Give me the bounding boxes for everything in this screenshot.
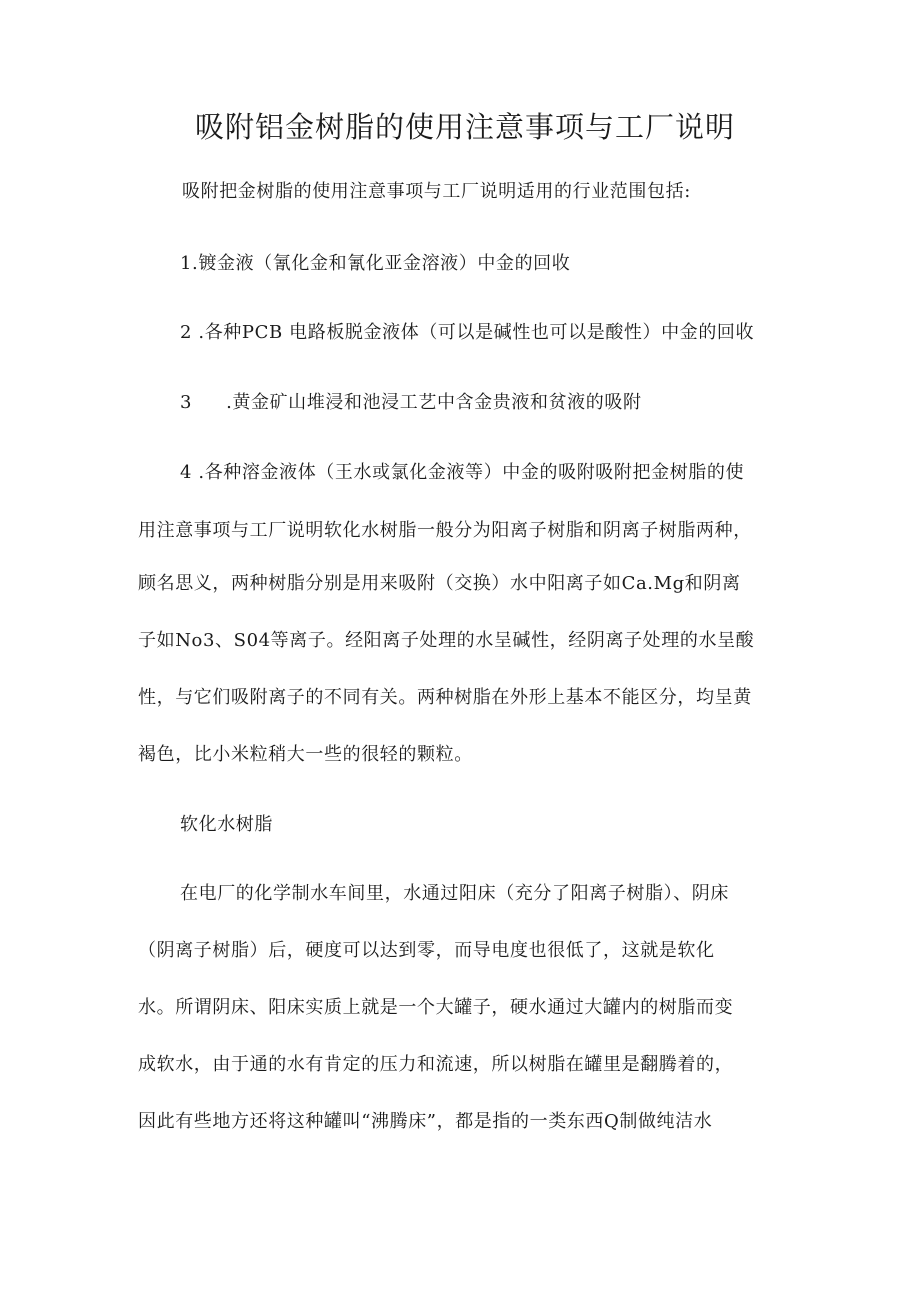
paragraph-line: 水。所谓阴床、阳床实质上就是一个大罐子，硬水通过大罐内的树脂而变 (138, 997, 734, 1018)
list-item-number: 4 . (180, 462, 205, 483)
paragraph-line: 褐色，比小米粒稍大一些的很轻的颗粒。 (138, 744, 473, 765)
paragraph-line: 因此有些地方还将这种罐叫“沸腾床”，都是指的一类东西Q制做纯洁水 (138, 1111, 713, 1132)
list-item-number: 2 . (180, 322, 205, 343)
paragraph-line: 在电厂的化学制水车间里，水通过阳床（充分了阳离子树脂）、阴床 (180, 883, 729, 904)
list-item-text: 镀金液（氰化金和氰化亚金溶液）中金的回收 (198, 253, 571, 274)
section-heading: 软化水树脂 (180, 814, 273, 835)
list-item-text: .黄金矿山堆浸和池浸工艺中含金贵液和贫液的吸附 (226, 392, 642, 413)
list-item-4 (180, 459, 744, 487)
paragraph-line: 成软水，由于通的水有肯定的压力和流速，所以树脂在罐里是翻腾着的， (138, 1054, 734, 1075)
document-title: 吸附铝金树脂的使用注意事项与工厂说明 (194, 110, 735, 144)
list-item-1 (180, 250, 570, 278)
list-item-number: 3 (180, 392, 193, 413)
paragraph-line: 子如No3、S04等离子。经阳离子处理的水呈碱性，经阴离子处理的水呈酸 (138, 630, 755, 651)
list-item-2 (180, 319, 754, 347)
paragraph-line: 性，与它们吸附离子的不同有关。两种树脂在外形上基本不能区分，均呈黄 (138, 687, 752, 708)
intro-line: 吸附把金树脂的使用注意事项与工厂说明适用的行业范围包括: (182, 181, 691, 202)
list-item-text: 各种PCB 电路板脱金液体（可以是碱性也可以是酸性）中金的回收 (204, 322, 755, 343)
list-item-3 (180, 389, 642, 417)
paragraph-line: 用注意事项与工厂说明软化水树脂一般分为阳离子树脂和阴离子树脂两种， (138, 520, 752, 541)
list-item-text: 各种溶金液体（王水或氯化金液等）中金的吸附吸附把金树脂的使 (204, 462, 745, 483)
list-item-number: 1. (180, 253, 199, 274)
paragraph-line: 顾名思义，两种树脂分别是用来吸附（交换）水中阳离子如Ca.Mg和阴离 (138, 573, 741, 594)
paragraph-line: （阴离子树脂）后，硬度可以达到零，而导电度也很低了，这就是软化 (138, 940, 715, 961)
